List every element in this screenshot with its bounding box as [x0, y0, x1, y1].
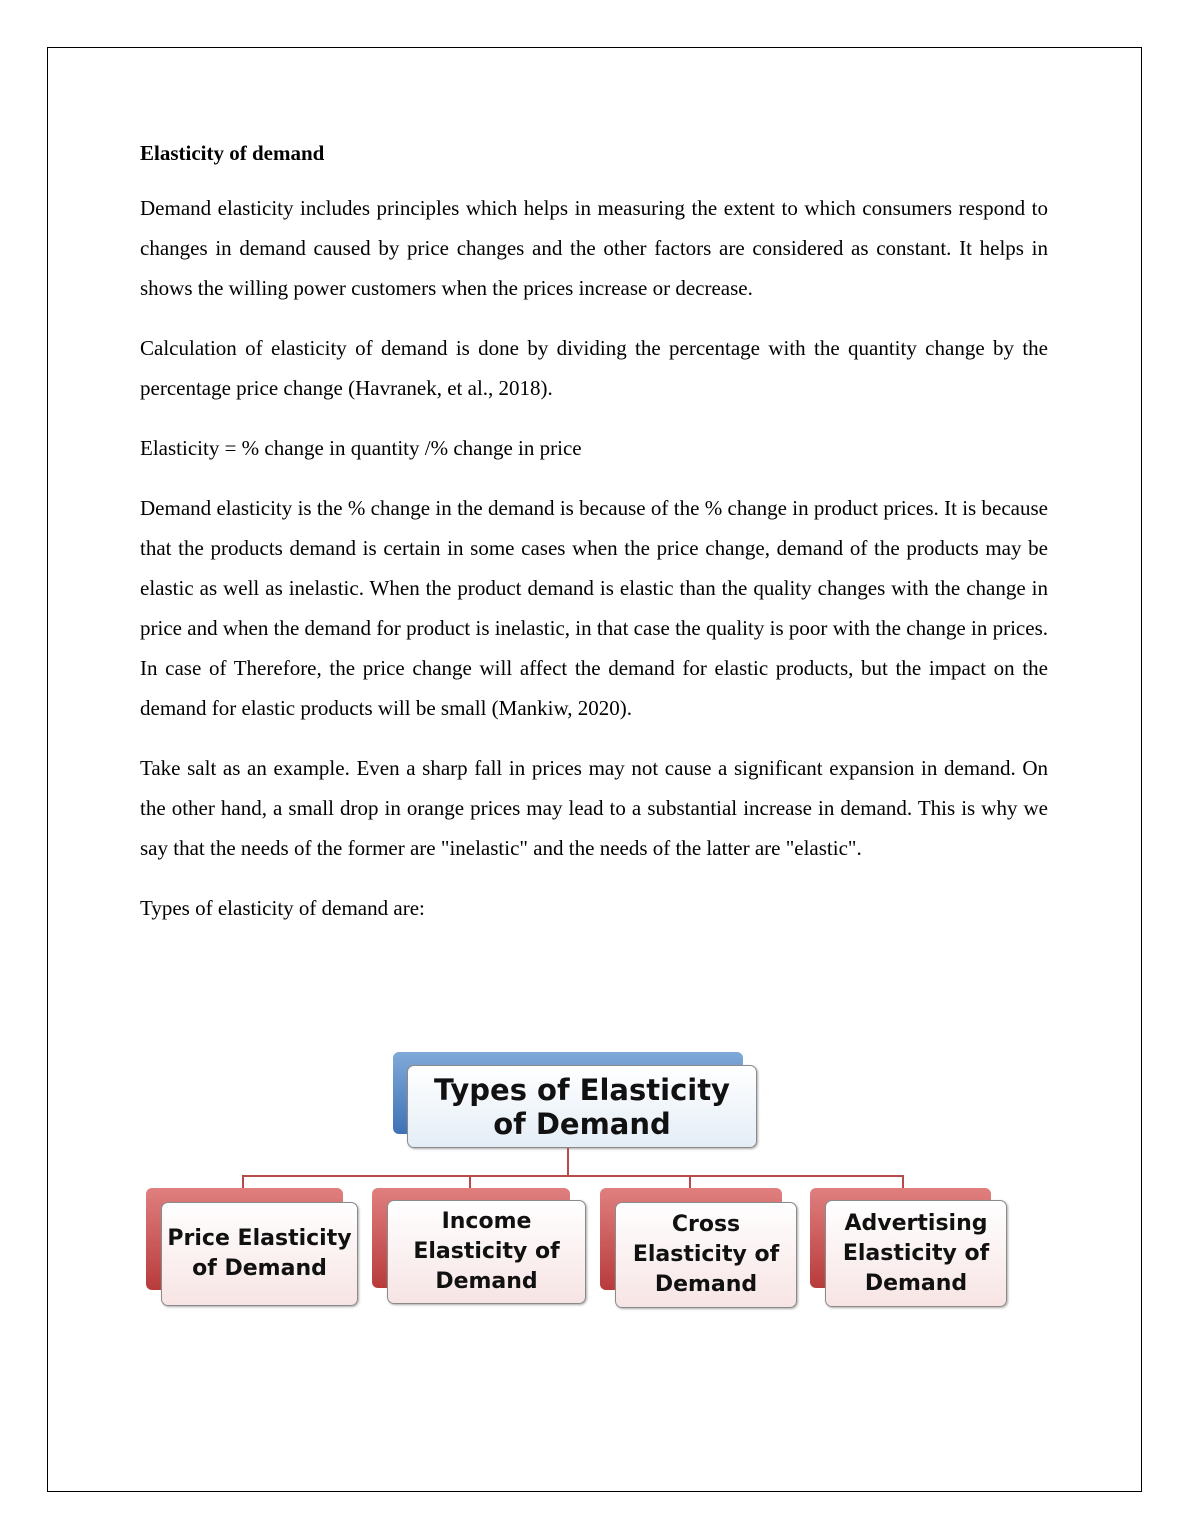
child-box-income: Income Elasticity of Demand — [387, 1200, 586, 1304]
paragraph: Calculation of elasticity of demand is done by dividing the percentage with the quantity change by the percentage price change (Havranek, et al., 2018). — [140, 336, 1048, 400]
paragraph: Elasticity = % change in quantity /% change in price — [140, 436, 582, 460]
child-box-cross: Cross Elasticity of Demand — [615, 1202, 797, 1308]
child-box-advertising: Advertising Elasticity of Demand — [825, 1200, 1007, 1307]
paragraph: Take salt as an example. Even a sharp fall in prices may not cause a significant expansion in demand. On the other hand, a small drop in orange prices may lead to a substantial increase in demand. This is why we say that the needs of the former are "inelastic" and the needs of the latter are "elastic". — [140, 756, 1048, 860]
paragraph: Demand elasticity is the % change in the demand is because of the % change in product prices. It is because that the products demand is certain in some cases when the price change, demand of the products may be elastic as well as inelastic. When the product demand is elastic than the quality changes with the change in price and when the demand for product is inelastic, in that case the quality is poor with the change in prices. In case of Therefore, the price change will affect the demand for elastic products, but the impact on the demand for elastic products will be small (Mankiw, 2020). — [140, 496, 1048, 720]
connector — [689, 1175, 691, 1189]
connector — [902, 1175, 904, 1189]
root-box: Types of Elasticity of Demand — [407, 1065, 757, 1148]
connector — [469, 1175, 471, 1189]
connector — [242, 1175, 904, 1177]
connector — [567, 1148, 569, 1177]
paragraph: Types of elasticity of demand are: — [140, 896, 425, 920]
section-heading: Elasticity of demand — [140, 141, 325, 165]
paragraph: Demand elasticity includes principles which helps in measuring the extent to which consumers respond to changes in demand caused by price changes and the other factors are considered as constant. It helps in shows the willing power customers when the prices increase or decrease. — [140, 196, 1048, 300]
connector — [242, 1175, 244, 1189]
child-box-price: Price Elasticity of Demand — [161, 1202, 358, 1306]
